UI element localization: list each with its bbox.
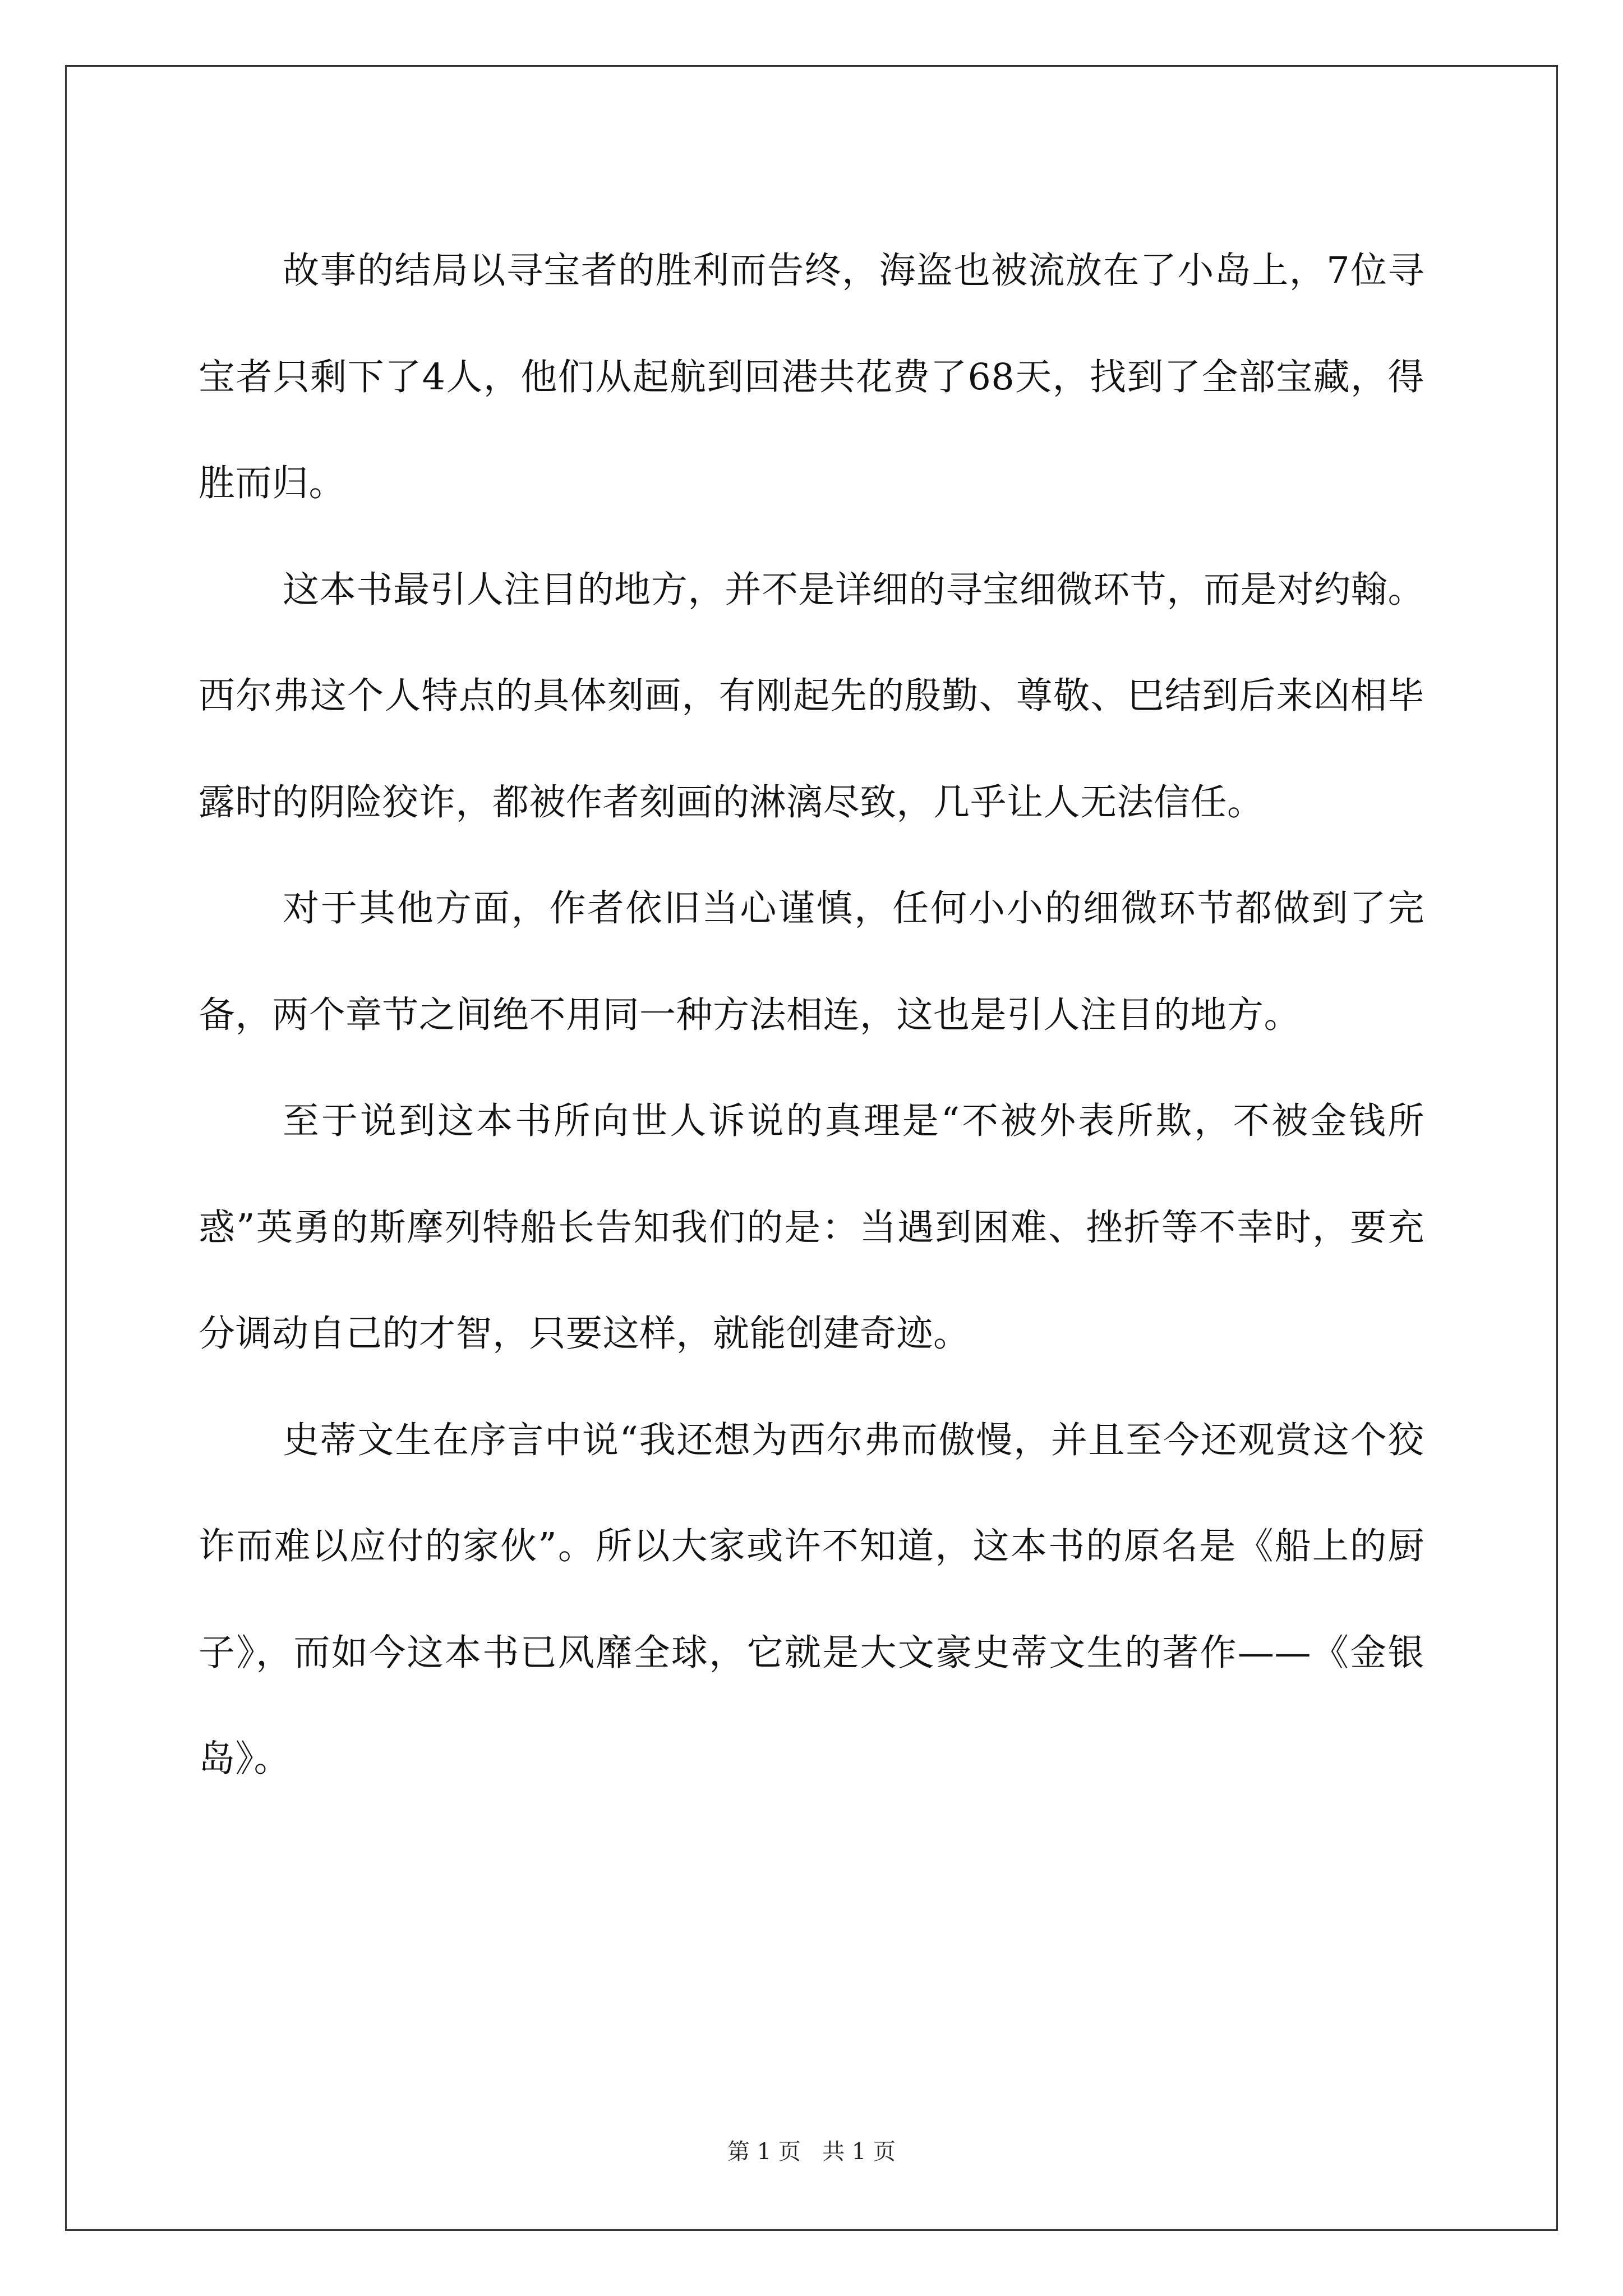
paragraph-3: 对于其他方面，作者依旧当心谨慎，任何小小的细微环节都做到了完备，两个章节之间绝不用同一种方法相连，这也是引人注目的地方。 — [199, 887, 1424, 1036]
paragraph-1: 故事的结局以寻宝者的胜利而告终，海盗也被流放在了小岛上，7位寻宝者只剩下了4人，他们从起航到回港共花费了68天，找到了全部宝藏，得胜而归。 — [199, 250, 1424, 504]
paragraph-2: 这本书最引人注目的地方，并不是详细的寻宝细微环节，而是对约翰。西尔弗这个人特点的具体刻画，有刚起先的殷勤、尊敬、巴结到后来凶相毕露时的阴险狡诈，都被作者刻画的淋漓尽致，几乎让人无法信任。 — [199, 568, 1424, 823]
document-body — [199, 218, 1424, 1812]
page-number: 第 1 页 — [727, 2139, 801, 2165]
page-total: 共 1 页 — [822, 2139, 896, 2165]
paragraph-5: 史蒂文生在序言中说“我还想为西尔弗而傲慢，并且至今还观赏这个狡诈而难以应付的家伙”。所以大家或许不知道，这本书的原名是《船上的厨子》，而如今这本书已风靡全球，它就是大文豪史蒂文生的著作——《金银岛》。 — [199, 1419, 1424, 1780]
paragraph-4: 至于说到这本书所向世人诉说的真理是“不被外表所欺，不被金钱所惑”英勇的斯摩列特船长告知我们的是：当遇到困难、挫折等不幸时，要充分调动自己的才智，只要这样，就能创建奇迹。 — [199, 1100, 1424, 1355]
page-footer — [0, 2138, 1623, 2165]
